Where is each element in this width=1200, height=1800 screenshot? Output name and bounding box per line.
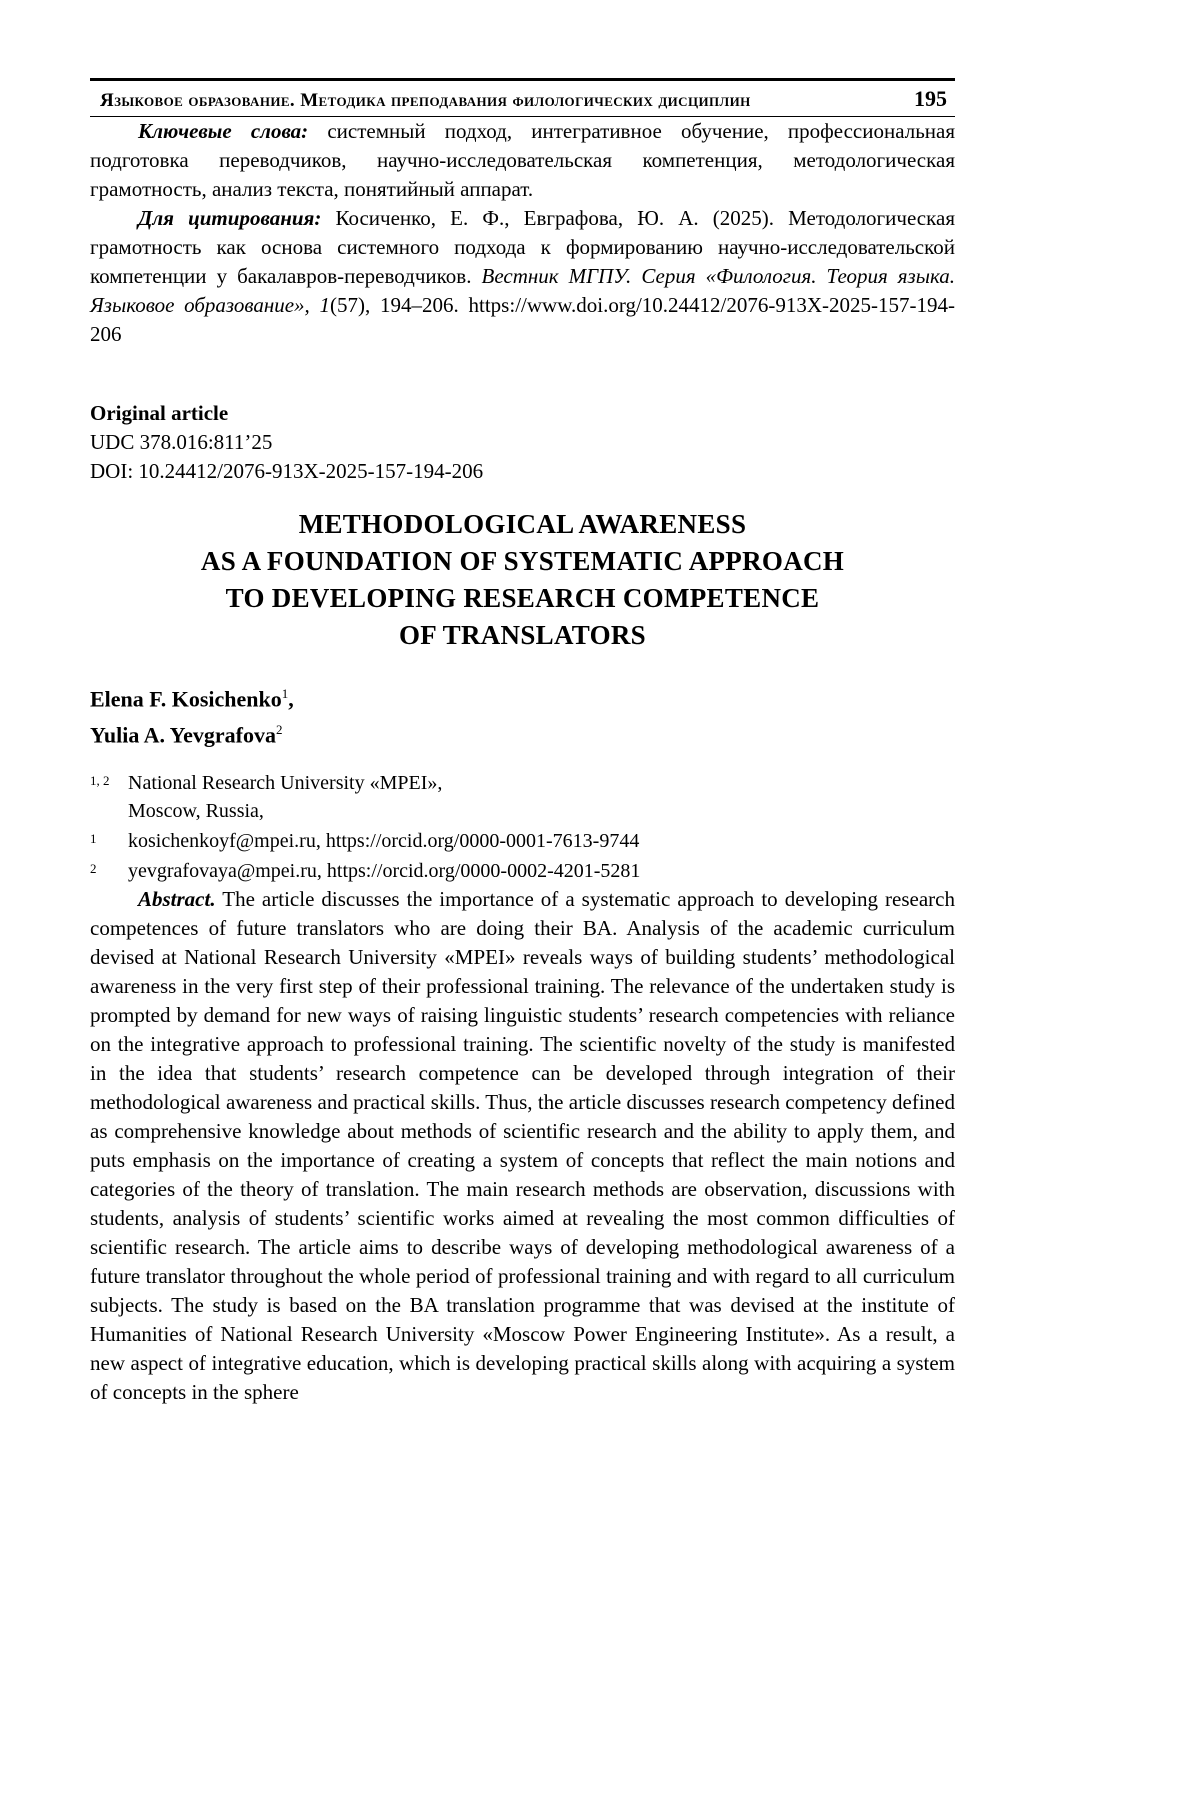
authors-block [90,678,955,751]
doi-line: DOI: 10.24412/2076-913X-2025-157-194-206 [90,459,484,483]
keywords-text: системный подход, интегративное обучение, профессиональная подготовка переводчиков, научно-исследовательская компетенция, методологическая грамотность, анализ текста, понятийный аппарат. [90,119,956,201]
affiliation-row [90,857,955,885]
running-header [90,78,955,117]
article-type-label: Original article [90,401,229,425]
affiliation-row [90,827,955,855]
abstract-text: The article discusses the importance of a systematic approach to developing research competences of future translators who are doing their BA. Analysis of the academic curriculum devised at National Research University «MPEI» reveals ways of building students’ methodological awareness in the very first step of their professional training. The relevance of the undertaken study is prompted by demand for new ways of raising linguistic students’ research competencies with reliance on the integrative approach to professional training. The scientific novelty of the study is manifested in the idea that students’ research competence can be developed through integration of their methodological awareness and practical skills. Thus, the article discusses research competency defined as comprehensive knowledge about methods of scientific research and the ability to apply them, and puts emphasis on the importance of creating a system of concepts that reflect the main notions and categories of the theory of translation. The main research methods are observation, discussions with students, analysis of students’ scientific works aimed at revealing the most common difficulties of scientific research. The article aims to describe ways of developing methodological awareness of a future translator throughout the whole period of professional training and with regard to all curriculum subjects. The study is based on the BA translation programme that was devised at the institute of Humanities of National Research University «Moscow Power Engineering Institute». As a result, a new aspect of integrative education, which is developing practical skills along with acquiring a system of concepts in the sphere [90,886,955,1404]
author-suffix: , [288,686,294,712]
journal-section-title: Языковое образование. Методика преподавания филологических дисциплин [100,90,751,111]
page-number: 195 [914,86,947,111]
affiliation-row [90,769,955,797]
title-line-2: AS A FOUNDATION OF SYSTEMATIC APPROACH [200,546,845,576]
author-line-1 [90,678,955,714]
citation-journal-italic: Вестник МГПУ. Серия «Филология. Теория языка. Языковое образование», 1 [90,264,956,317]
article-meta [90,399,955,486]
affiliation-text: National Research University «MPEI», [128,771,443,794]
affiliation-email: yevgrafovaya@mpei.ru, https://orcid.org/0000-0002-4201-5281 [128,859,641,882]
author-name: Elena F. Kosichenko [90,686,282,712]
affiliation-marker: 2 [90,860,97,876]
keywords-label: Ключевые слова: [138,119,309,143]
abstract-label: Abstract. [138,886,216,911]
citation-pages-doi: (57), 194–206. https://www.doi.org/10.24412/2076-913X-2025-157-194-206 [90,293,955,346]
title-line-1: METHODOLOGICAL AWARENESS [298,509,747,539]
article-title [90,506,955,654]
affiliation-marker [90,795,128,823]
author-superscript: 2 [276,722,283,738]
header-row [90,81,955,116]
author-superscript: 1 [281,686,289,701]
affiliation-marker: 1 [90,830,97,846]
affiliation-text: Moscow, Russia, [128,799,264,822]
abstract-paragraph [90,885,955,1407]
affiliation-row [90,797,955,825]
affiliations-block [90,769,955,885]
keywords-paragraph [90,117,955,204]
citation-paragraph [90,204,955,349]
affiliation-marker: 1, 2 [90,772,110,788]
author-line-2 [90,714,955,750]
citation-text: Косиченко, Е. Ф., Евграфова, Ю. А. (2025). Методологическая грамотность как основа системного подхода к формированию научно-исследовательской компетенции у бакалавров-переводчиков. [90,206,955,288]
affiliation-email: kosichenkoyf@mpei.ru, https://orcid.org/0000-0001-7613-9744 [128,829,640,852]
udc-line: UDC 378.016:811’25 [90,430,273,454]
author-name: Yulia A. Yevgrafova [90,722,276,748]
title-line-3: TO DEVELOPING RESEARCH COMPETENCE [225,583,820,613]
page-content [90,0,955,1407]
citation-label: Для цитирования: [138,206,322,230]
title-line-4: OF TRANSLATORS [398,620,646,650]
